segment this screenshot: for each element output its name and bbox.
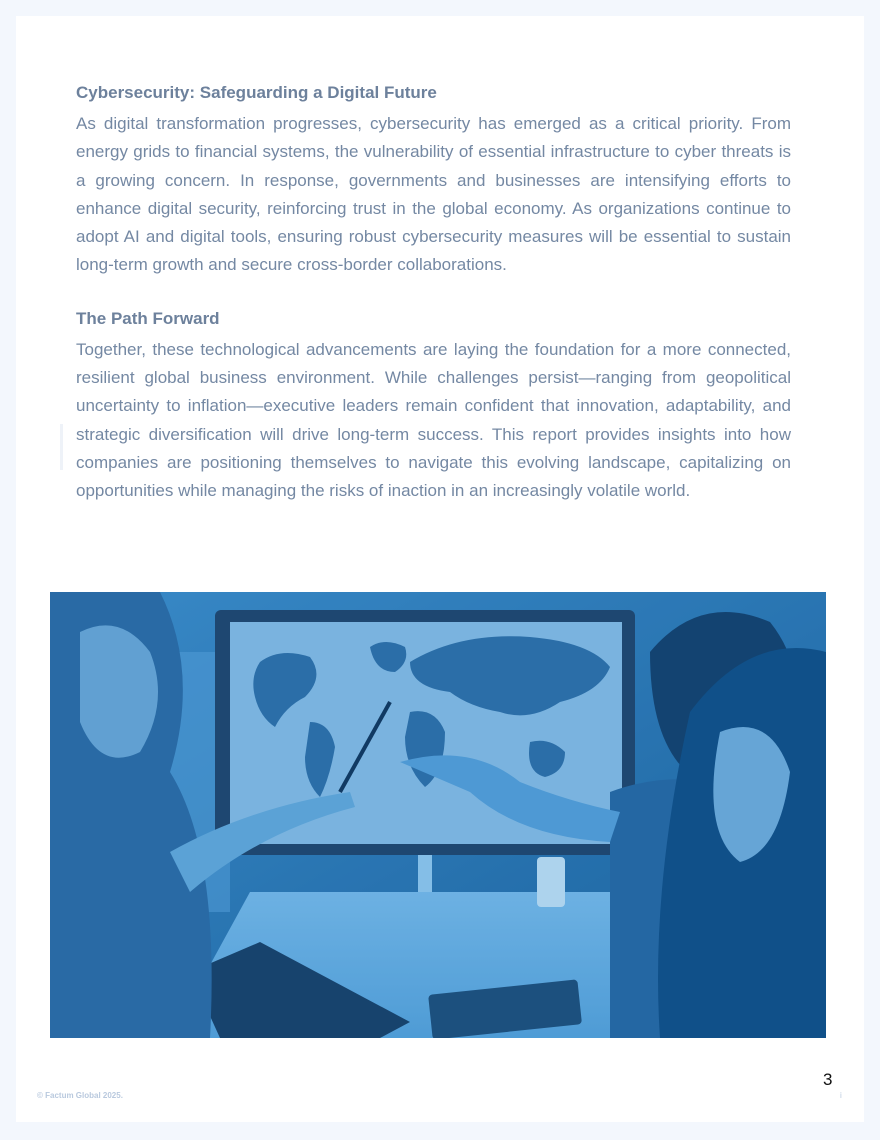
- section-cybersecurity: [76, 82, 791, 280]
- section-heading: Cybersecurity: Safeguarding a Digital Future: [76, 83, 437, 102]
- page-number: 3: [823, 1070, 833, 1089]
- footer-trailing-mark: i: [840, 1091, 842, 1100]
- photo-illustration: [50, 592, 826, 1038]
- footer-copyright: © Factum Global 2025.: [37, 1091, 123, 1100]
- section-paragraph: As digital transformation progresses, cybersecurity has emerged as a critical priority. From energy grids to financial systems, the vulnerability of essential infrastructure to cyber threats is a growing concern. In response, governments and businesses are intensifying efforts to enhance digital security, reinforcing trust in the global economy. As organizations continue to adopt AI and digital tools, ensuring robust cybersecurity measures will be essential to sustain long-term growth and secure cross-border collaborations.: [76, 114, 791, 275]
- section-paragraph: Together, these technological advancements are laying the foundation for a more connected, resilient global business environment. While challenges persist—ranging from geopolitical uncertainty to inflation—executive leaders remain confident that innovation, adaptability, and strategic diversification will drive long-term success. This report provides insights into how companies are positioning themselves to navigate this evolving landscape, capitalizing on opportunities while managing the risks of inaction in an increasingly volatile world.: [76, 339, 791, 501]
- document-page: [16, 16, 864, 1122]
- photo-tint: [50, 592, 826, 1038]
- team-world-map-photo: [50, 592, 826, 1038]
- margin-mark: [60, 424, 63, 470]
- section-path-forward: [76, 308, 791, 506]
- section-heading: The Path Forward: [76, 308, 220, 328]
- article-content: [76, 82, 791, 506]
